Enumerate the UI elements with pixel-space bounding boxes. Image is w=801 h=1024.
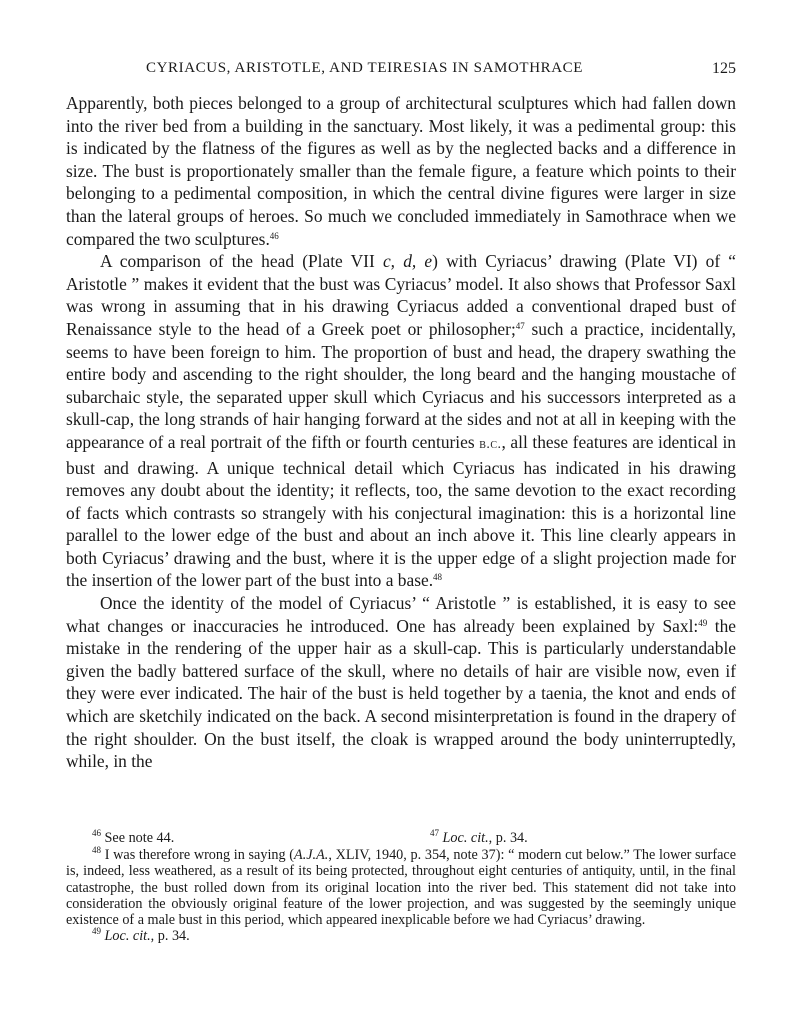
paragraph-1 [66,92,736,250]
footnote-49 [66,928,736,944]
footnote-48-number: 48 [92,845,101,855]
footnote-ref-46: 46 [269,230,279,241]
footnote-row [66,830,736,847]
plate-letters: c, d, e [382,251,433,272]
footnote-47-number: 47 [430,828,439,838]
footnote-48 [66,847,736,928]
paragraph-3-text-b: the mistake in the rendering of the upper hair as a skull-cap. This is particularly understandable given the badly battered surface of the skull, where no details of hair are visible now, even if they were ever indicated. The hair of the bust is held together by a taenia, the knot and ends of which are sketchily indicated on the back. A second misinterpretation is found in the drapery of the right shoulder. On the bust itself, the cloak is wrapped around the body uninterruptedly, while, in the [66,615,736,772]
body-text [66,92,736,773]
footnote-46-number: 46 [92,828,101,838]
paragraph-2-text-a: A comparison of the head (Plate VII [100,251,383,272]
footnote-48-journal: A.J.A. [294,847,329,863]
footnote-48-text-b: , XLIV, 1940, p. 354, note 37): “ modern cut below.” The lower surface is, indeed, less weathered, as a result of its being protected, throughout eight centuries of antiquity, until, in the final catastrophe, the bust rolled down from its original location into the river bed. This statement did not take into consideration the obviously original feature of the lower projection, and was suggested by the seemingly unique existence of a male bust in this period, which appeared inexplicable before we had Cyriacus’ drawing. [66,847,737,929]
footnote-46-text: See note 44. [101,830,175,846]
footnote-48-text-a: I was therefore wrong in saying ( [101,847,295,863]
footnote-49-cite: Loc. cit. [104,928,151,945]
footnote-47 [430,830,528,846]
footnotes [66,830,736,945]
paragraph-3-text-a: Once the identity of the model of Cyriacus’ “ Aristotle ” is established, it is easy to see what changes or inaccuracies he introduced. One has already been explained by Saxl: [66,593,736,636]
era-abbrev: b.c. [479,436,502,452]
running-title: CYRIACUS, ARISTOTLE, AND TEIRESIAS IN SAMOTHRACE [146,60,584,76]
footnote-47-cite: Loc. cit. [442,830,489,846]
paragraph-2-text-b: ) with Cyriacus’ drawing (Plate VI) of “ Aristotle ” makes it evident that the bust was Cyriacus’ model. It also shows that Professor Saxl was wrong in assuming that in his drawing Cyriacus added a conventional draped bust of Renaissance style to the head of a Greek poet or philosopher; [66,251,737,339]
footnote-49-text: , p. 34. [150,928,190,945]
footnote-46 [92,830,174,846]
running-head [66,60,736,82]
page-number: 125 [712,60,736,77]
paragraph-2 [66,250,736,592]
footnote-ref-49: 49 [698,617,708,628]
paragraph-2-text-d: , all these features are identical in bust and drawing. A unique technical detail which Cyriacus has indicated in his drawing removes any doubt about the identity; it reflects, too, the same devotion to the exact recording of facts which contrasts so strangely with his conjectural imagination: this is a horizontal line parallel to the lower edge of the bust and about an inch above it. This line clearly appears in both Cyriacus’ drawing and the bust, where it is the upper edge of a slight projection made for the insertion of the lower part of the bust into a base. [66,431,736,591]
footnote-47-text: , p. 34. [488,830,528,846]
paragraph-1-text: Apparently, both pieces belonged to a group of architectural sculptures which had fallen down into the river bed from a building in the sanctuary. Most likely, it was a pedimental group: this is indicated by the flatness of the figures as well as by the neglected backs and a difference in size. The bust is proportionately smaller than the female figure, a feature which points to their belonging to a pedimental composition, in which the central divine figures were larger in size than the lateral groups of heroes. So much we concluded immediately in Samothrace when we compared the two sculptures. [66,93,736,249]
footnote-49-number: 49 [92,926,101,937]
footnote-ref-48: 48 [433,572,443,583]
footnote-ref-47: 47 [515,320,525,331]
paragraph-2-text-c: such a practice, incidentally, seems to have been foreign to him. The proportion of bust and head, the drapery swathing the entire body and ascending to the right shoulder, the long beard and the hanging moustache of subarchaic style, the separated upper skull which Cyriacus and his successors interpreted as a skull-cap, the long strands of hair hanging forward at the sides and not at all in keeping with the appearance of a real portrait of the fifth or fourth centuries [66,318,736,452]
paragraph-3 [66,592,736,773]
